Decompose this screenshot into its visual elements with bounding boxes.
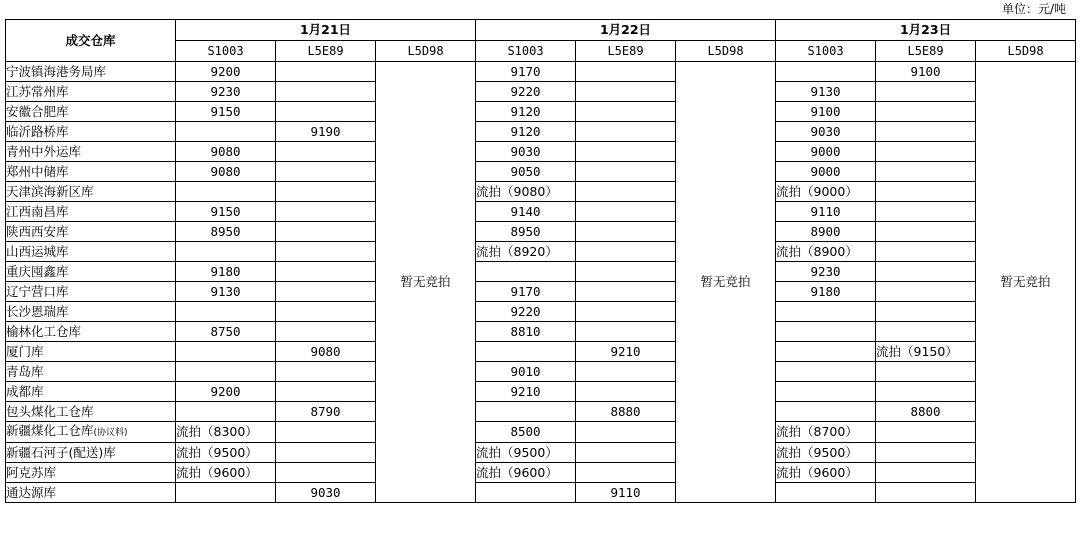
price-cell	[576, 422, 676, 443]
price-cell: 流拍（9500）	[776, 443, 876, 463]
price-cell: 8950	[176, 222, 276, 242]
warehouse-name	[6, 162, 176, 182]
price-cell	[876, 322, 976, 342]
price-cell: 8750	[176, 322, 276, 342]
no-auction-cell: 暂无竞拍	[376, 62, 476, 503]
warehouse-name-text: 榆林化工仓库	[6, 323, 82, 339]
price-cell	[176, 342, 276, 362]
table-row	[6, 402, 1076, 422]
table-row	[6, 242, 1076, 262]
price-cell	[876, 282, 976, 302]
warehouse-name-text: 天津滨海新区库	[6, 183, 94, 199]
warehouse-name	[6, 182, 176, 202]
grade-header: L5D98	[976, 41, 1076, 62]
warehouse-name	[6, 483, 176, 503]
price-cell	[776, 322, 876, 342]
price-cell	[276, 162, 376, 182]
price-cell	[276, 202, 376, 222]
table-row	[6, 222, 1076, 242]
price-cell	[776, 302, 876, 322]
price-cell: 9080	[176, 162, 276, 182]
price-cell: 9150	[176, 102, 276, 122]
price-cell	[776, 483, 876, 503]
price-cell	[876, 422, 976, 443]
table-row	[6, 82, 1076, 102]
price-cell	[576, 102, 676, 122]
price-cell: 9100	[876, 62, 976, 82]
price-cell	[276, 322, 376, 342]
price-cell: 9000	[776, 162, 876, 182]
price-cell	[576, 162, 676, 182]
price-cell: 9080	[276, 342, 376, 362]
price-cell: 流拍（8920）	[476, 242, 576, 262]
price-cell	[176, 402, 276, 422]
table-row	[6, 62, 1076, 82]
price-cell	[876, 362, 976, 382]
price-cell	[876, 202, 976, 222]
table-row	[6, 142, 1076, 162]
price-cell: 9120	[476, 122, 576, 142]
warehouse-name	[6, 302, 176, 322]
price-cell	[876, 182, 976, 202]
auction-results-table	[5, 19, 1076, 503]
warehouse-name	[6, 222, 176, 242]
price-cell	[876, 242, 976, 262]
warehouse-name-text: 成都库	[6, 383, 44, 399]
price-cell	[276, 222, 376, 242]
table-row	[6, 422, 1076, 443]
grade-header: L5E89	[276, 41, 376, 62]
price-cell	[576, 282, 676, 302]
price-cell	[476, 402, 576, 422]
table-row	[6, 483, 1076, 503]
price-cell: 9030	[476, 142, 576, 162]
table-row	[6, 162, 1076, 182]
price-cell: 9190	[276, 122, 376, 142]
price-cell: 9200	[176, 62, 276, 82]
table-row	[6, 463, 1076, 483]
price-cell	[176, 122, 276, 142]
price-cell: 9000	[776, 142, 876, 162]
price-cell	[176, 302, 276, 322]
warehouse-name-text: 辽宁营口库	[6, 283, 69, 299]
price-cell: 9210	[576, 342, 676, 362]
price-cell	[276, 422, 376, 443]
price-cell	[276, 102, 376, 122]
price-cell: 9130	[176, 282, 276, 302]
price-cell	[276, 62, 376, 82]
price-cell	[276, 82, 376, 102]
price-cell	[876, 443, 976, 463]
price-cell	[576, 62, 676, 82]
price-cell: 8790	[276, 402, 376, 422]
price-cell: 9230	[776, 262, 876, 282]
price-cell: 8880	[576, 402, 676, 422]
warehouse-name-text: 宁波镇海港务局库	[6, 63, 107, 79]
price-cell	[276, 362, 376, 382]
price-cell	[476, 342, 576, 362]
warehouse-name	[6, 242, 176, 262]
corner-header: 成交仓库	[6, 20, 176, 62]
price-cell	[876, 122, 976, 142]
table-row	[6, 262, 1076, 282]
warehouse-note: (协议料)	[93, 428, 128, 438]
warehouse-name-text: 临沂路桥库	[6, 123, 69, 139]
warehouse-name-text: 通达源库	[6, 484, 57, 500]
price-cell: 9110	[576, 483, 676, 503]
warehouse-name	[6, 202, 176, 222]
price-cell: 流拍（8700）	[776, 422, 876, 443]
grade-header: L5E89	[876, 41, 976, 62]
price-cell: 9220	[476, 302, 576, 322]
grade-header: S1003	[476, 41, 576, 62]
price-cell	[576, 142, 676, 162]
warehouse-name-text: 青州中外运库	[6, 143, 82, 159]
warehouse-name	[6, 463, 176, 483]
price-cell	[276, 443, 376, 463]
price-cell: 9200	[176, 382, 276, 402]
price-cell: 9010	[476, 362, 576, 382]
price-cell	[776, 342, 876, 362]
price-cell: 9120	[476, 102, 576, 122]
warehouse-name-text: 重庆囤鑫库	[6, 263, 69, 279]
warehouse-name	[6, 122, 176, 142]
warehouse-name	[6, 322, 176, 342]
grade-header: L5D98	[676, 41, 776, 62]
warehouse-name-text: 厦门库	[6, 343, 44, 359]
price-cell: 9130	[776, 82, 876, 102]
price-cell	[876, 463, 976, 483]
price-cell	[576, 322, 676, 342]
warehouse-name-text: 长沙恩瑞库	[6, 303, 69, 319]
price-cell	[876, 222, 976, 242]
table-row	[6, 443, 1076, 463]
warehouse-name-text: 郑州中储库	[6, 163, 69, 179]
price-cell: 流拍（9600）	[776, 463, 876, 483]
price-cell	[276, 142, 376, 162]
table-row	[6, 302, 1076, 322]
price-cell: 9180	[776, 282, 876, 302]
price-cell	[276, 242, 376, 262]
price-cell: 9100	[776, 102, 876, 122]
price-cell	[576, 242, 676, 262]
price-cell	[576, 382, 676, 402]
price-cell	[876, 162, 976, 182]
warehouse-name	[6, 102, 176, 122]
warehouse-name	[6, 82, 176, 102]
price-cell: 9030	[776, 122, 876, 142]
price-cell	[876, 382, 976, 402]
table-row	[6, 182, 1076, 202]
warehouse-name-text: 新疆煤化工仓库	[6, 423, 94, 438]
price-cell	[576, 122, 676, 142]
warehouse-name	[6, 382, 176, 402]
table-row	[6, 362, 1076, 382]
price-cell	[276, 382, 376, 402]
warehouse-name-text: 安徽合肥库	[6, 103, 69, 119]
warehouse-name	[6, 342, 176, 362]
table-row	[6, 102, 1076, 122]
price-cell	[776, 382, 876, 402]
warehouse-name-text: 新疆石河子(配送)库	[6, 444, 116, 460]
price-cell	[476, 262, 576, 282]
grade-header: L5E89	[576, 41, 676, 62]
warehouse-name	[6, 422, 176, 443]
table-row	[6, 282, 1076, 302]
price-cell: 流拍（9500）	[476, 443, 576, 463]
price-cell: 9230	[176, 82, 276, 102]
price-cell: 9150	[176, 202, 276, 222]
warehouse-name	[6, 262, 176, 282]
price-cell	[876, 302, 976, 322]
price-cell	[176, 483, 276, 503]
price-cell: 流拍（9600）	[476, 463, 576, 483]
table-body	[6, 62, 1076, 503]
price-cell	[276, 282, 376, 302]
price-cell	[276, 262, 376, 282]
no-auction-cell: 暂无竞拍	[676, 62, 776, 503]
price-cell	[276, 302, 376, 322]
price-cell	[876, 142, 976, 162]
price-cell	[776, 62, 876, 82]
warehouse-name	[6, 142, 176, 162]
price-cell: 8800	[876, 402, 976, 422]
price-cell	[476, 483, 576, 503]
price-cell	[876, 483, 976, 503]
warehouse-name	[6, 282, 176, 302]
price-cell: 流拍（9080）	[476, 182, 576, 202]
price-cell: 8500	[476, 422, 576, 443]
price-cell: 9210	[476, 382, 576, 402]
price-cell: 8950	[476, 222, 576, 242]
price-cell: 流拍（9600）	[176, 463, 276, 483]
price-cell	[876, 102, 976, 122]
grade-header: S1003	[776, 41, 876, 62]
price-cell: 9180	[176, 262, 276, 282]
price-cell: 9170	[476, 282, 576, 302]
price-cell	[276, 182, 376, 202]
price-cell	[576, 202, 676, 222]
price-cell	[276, 463, 376, 483]
price-cell	[876, 262, 976, 282]
table-row	[6, 342, 1076, 362]
warehouse-name	[6, 62, 176, 82]
price-cell: 9050	[476, 162, 576, 182]
price-cell	[576, 302, 676, 322]
unit-label: 单位：元/吨	[1001, 2, 1066, 16]
price-cell	[176, 242, 276, 262]
grade-header: L5D98	[376, 41, 476, 62]
price-cell	[576, 182, 676, 202]
price-cell	[776, 362, 876, 382]
price-cell	[576, 262, 676, 282]
price-cell: 流拍（8900）	[776, 242, 876, 262]
price-cell: 9220	[476, 82, 576, 102]
table-row	[6, 382, 1076, 402]
price-cell	[176, 182, 276, 202]
warehouse-name-text: 阿克苏库	[6, 464, 57, 480]
price-cell	[576, 443, 676, 463]
warehouse-name-text: 青岛库	[6, 363, 44, 379]
table-row	[6, 322, 1076, 342]
price-cell	[776, 402, 876, 422]
price-cell: 9140	[476, 202, 576, 222]
warehouse-name	[6, 402, 176, 422]
warehouse-name	[6, 443, 176, 463]
price-cell	[576, 463, 676, 483]
warehouse-name	[6, 362, 176, 382]
table-row	[6, 122, 1076, 142]
price-cell: 流拍（8300）	[176, 422, 276, 443]
price-cell: 流拍（9150）	[876, 342, 976, 362]
warehouse-name-text: 包头煤化工仓库	[6, 403, 94, 419]
price-cell: 流拍（9000）	[776, 182, 876, 202]
date-header: 1月21日	[176, 20, 476, 41]
price-cell: 8900	[776, 222, 876, 242]
price-cell: 9170	[476, 62, 576, 82]
no-auction-cell: 暂无竞拍	[976, 62, 1076, 503]
warehouse-name-text: 江苏常州库	[6, 83, 69, 99]
price-cell	[576, 222, 676, 242]
date-header: 1月22日	[476, 20, 776, 41]
warehouse-name-text: 山西运城库	[6, 243, 69, 259]
price-cell: 8810	[476, 322, 576, 342]
warehouse-name-text: 陕西西安库	[6, 223, 69, 239]
price-cell: 流拍（9500）	[176, 443, 276, 463]
price-cell	[876, 82, 976, 102]
price-cell	[576, 82, 676, 102]
date-header: 1月23日	[776, 20, 1076, 41]
price-cell: 9080	[176, 142, 276, 162]
price-cell: 9030	[276, 483, 376, 503]
table-row	[6, 202, 1076, 222]
price-cell	[576, 362, 676, 382]
price-cell	[176, 362, 276, 382]
price-cell: 9110	[776, 202, 876, 222]
warehouse-name-text: 江西南昌库	[6, 203, 69, 219]
grade-header: S1003	[176, 41, 276, 62]
